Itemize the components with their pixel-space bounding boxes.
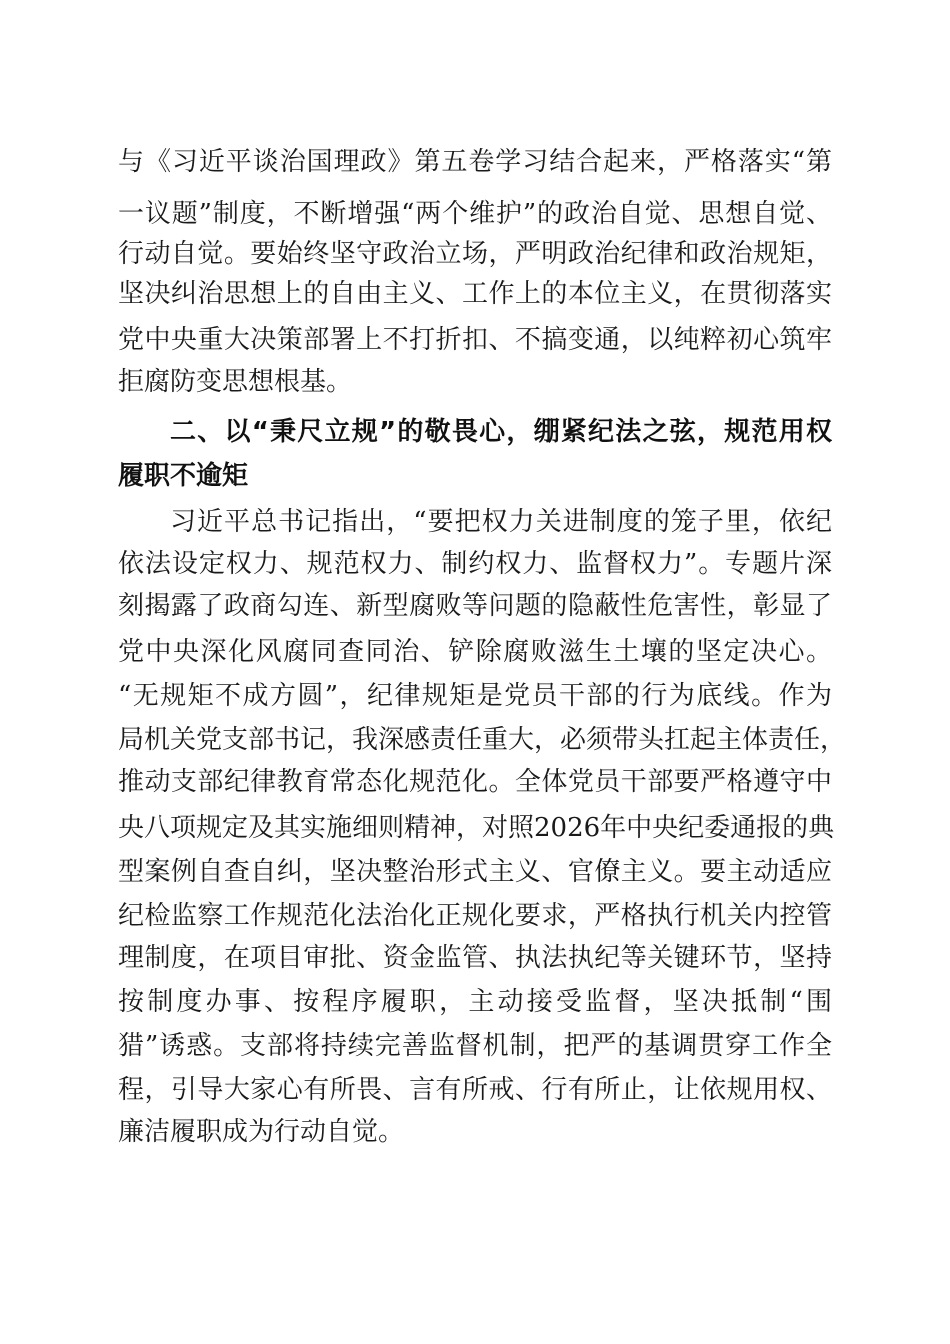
- paragraph-2-line: 猎”诱惑。支部将持续完善监督机制，把严的基调贯穿工作全: [118, 1031, 832, 1061]
- paragraph-2-line: 型案例自查自纠，坚决整治形式主义、官僚主义。要主动适应: [118, 857, 832, 887]
- paragraph-1-line: 与《习近平谈治国理政》第五卷学习结合起来，严格落实“第: [118, 147, 832, 177]
- paragraph-1-line: 坚决纠治思想上的自由主义、工作上的本位主义，在贯彻落实: [118, 279, 832, 309]
- paragraph-1-line: 一议题”制度，不断增强“两个维护”的政治自觉、思想自觉、: [118, 199, 832, 229]
- paragraph-2-line: 廉洁履职成为行动自觉。: [118, 1117, 405, 1147]
- section-heading-line: 履职不逾矩: [118, 461, 249, 491]
- paragraph-2-line: 按制度办事、按程序履职，主动接受监督，坚决抵制“围: [118, 987, 832, 1017]
- paragraph-2-line: 刻揭露了政商勾连、新型腐败等问题的隐蔽性危害性，彰显了: [118, 591, 832, 621]
- paragraph-2-line: 理制度，在项目审批、资金监管、执法执纪等关键环节，坚持: [118, 943, 832, 973]
- paragraph-1-line: 行动自觉。要始终坚守政治立场，严明政治纪律和政治规矩，: [118, 239, 832, 269]
- paragraph-2-line: 局机关党支部书记，我深感责任重大，必须带头扛起主体责任，: [118, 725, 847, 755]
- paragraph-1-line: 拒腐防变思想根基。: [118, 367, 353, 397]
- paragraph-2-line: 习近平总书记指出，“要把权力关进制度的笼子里，依纪: [170, 507, 832, 537]
- paragraph-2-line: 推动支部纪律教育常态化规范化。全体党员干部要严格遵守中: [118, 767, 832, 797]
- section-heading-line: 二、以“秉尺立规”的敬畏心，绷紧纪法之弦，规范用权: [170, 417, 832, 447]
- paragraph-2-line: “无规矩不成方圆”，纪律规矩是党员干部的行为底线。作为: [118, 681, 832, 711]
- paragraph-2-line: 央八项规定及其实施细则精神，对照2026年中央纪委通报的典: [118, 813, 835, 843]
- paragraph-1-line: 党中央重大决策部署上不打折扣、不搞变通，以纯粹初心筑牢: [118, 325, 832, 355]
- paragraph-2-line: 纪检监察工作规范化法治化正规化要求，严格执行机关内控管: [118, 901, 832, 931]
- paragraph-2-line: 依法设定权力、规范权力、制约权力、监督权力”。专题片深: [118, 549, 832, 579]
- paragraph-2-line: 程，引导大家心有所畏、言有所戒、行有所止，让依规用权、: [118, 1075, 832, 1105]
- paragraph-2-line: 党中央深化风腐同查同治、铲除腐败滋生土壤的坚定决心。: [118, 637, 832, 667]
